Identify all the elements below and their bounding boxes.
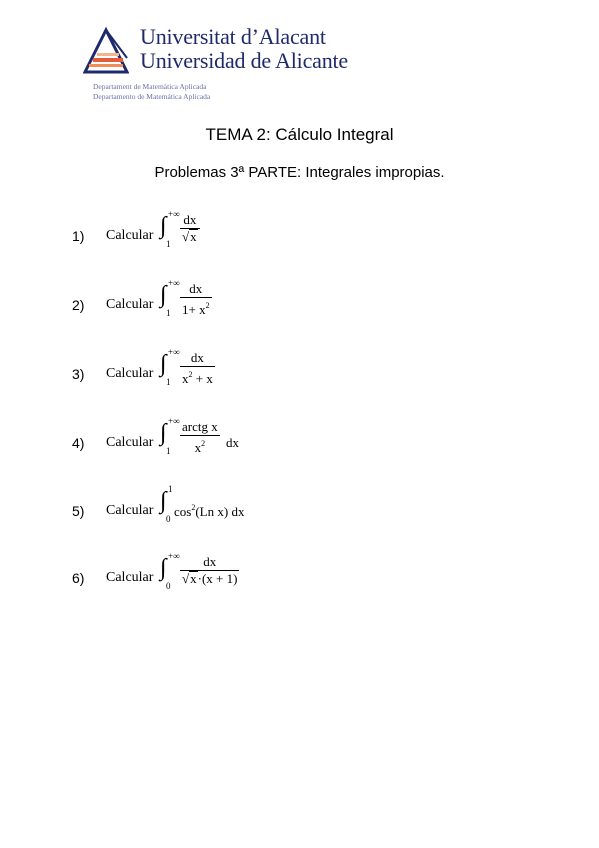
- integrand: $\cos^2(Ln$ x) dx: [174, 503, 245, 519]
- lower-limit: 1: [166, 377, 171, 387]
- calc-label: Calcular: [106, 228, 154, 243]
- integral-sign: ∫: [160, 351, 167, 377]
- integral-sign: ∫: [160, 282, 167, 308]
- fraction: [180, 419, 220, 456]
- upper-limit: +∞: [168, 278, 180, 288]
- numerator: arctg x: [182, 419, 218, 434]
- integral-sign: ∫: [160, 420, 167, 446]
- calc-label: Calcular: [106, 435, 154, 450]
- upper-limit: +∞: [168, 209, 180, 219]
- problem-number: 1): [72, 228, 85, 244]
- calc-label: Calcular: [106, 297, 154, 312]
- upper-limit: +∞: [168, 551, 180, 561]
- fraction: [180, 554, 239, 587]
- department-catalan: Departament de Matemàtica Aplicada: [93, 82, 207, 91]
- department-spanish: Departamento de Matemática Aplicada: [93, 92, 211, 101]
- denominator: $x^2 + x$: [182, 370, 213, 386]
- integral-sign: ∫: [160, 213, 167, 239]
- denominator: √x·(x + 1): [182, 571, 238, 586]
- fraction: [180, 281, 212, 318]
- denominator: √x: [182, 229, 197, 244]
- problem-4: [72, 416, 492, 485]
- university-name-spanish: Universidad de Alicante: [140, 48, 348, 73]
- problem-1: [72, 209, 492, 278]
- lower-limit: 0: [166, 514, 171, 524]
- lower-limit: 1: [166, 446, 171, 456]
- numerator: dx: [189, 281, 203, 296]
- header: [83, 24, 383, 106]
- radicand: x: [190, 571, 197, 586]
- fraction: [180, 212, 200, 245]
- university-logo-icon: [83, 26, 129, 74]
- lower-limit: 0: [166, 581, 171, 591]
- integral-sign: ∫: [160, 488, 167, 514]
- page-subtitle: Problemas 3ª PARTE: Integrales impropias.: [154, 164, 445, 181]
- problem-5: [72, 484, 492, 553]
- page-title: TEMA 2: Cálculo Integral: [205, 125, 394, 144]
- problem-6: [72, 551, 492, 620]
- numerator: dx: [203, 554, 217, 569]
- problem-number: 4): [72, 435, 85, 451]
- calc-label: Calcular: [106, 366, 154, 381]
- lower-limit: 1: [166, 239, 171, 249]
- calc-label: Calcular: [106, 570, 154, 585]
- upper-limit: +∞: [168, 416, 180, 426]
- integral-sign: ∫: [160, 555, 167, 581]
- radicand: x: [190, 229, 197, 244]
- denominator: $1+ x^2$: [182, 301, 210, 317]
- problem-number: 3): [72, 366, 85, 382]
- problem-3: [72, 347, 492, 416]
- differential: dx: [226, 435, 239, 450]
- lower-limit: 1: [166, 308, 171, 318]
- fraction: [180, 350, 215, 387]
- upper-limit: +∞: [168, 347, 180, 357]
- denominator: $x^2$: [194, 439, 206, 455]
- upper-limit: 1: [168, 484, 173, 494]
- university-name-catalan: Universitat d’Alacant: [140, 24, 326, 49]
- numerator: dx: [183, 212, 197, 227]
- problem-2: [72, 278, 492, 347]
- problem-number: 6): [72, 570, 85, 586]
- calc-label: Calcular: [106, 503, 154, 518]
- problem-number: 5): [72, 503, 85, 519]
- problem-number: 2): [72, 297, 85, 313]
- numerator: dx: [190, 350, 204, 365]
